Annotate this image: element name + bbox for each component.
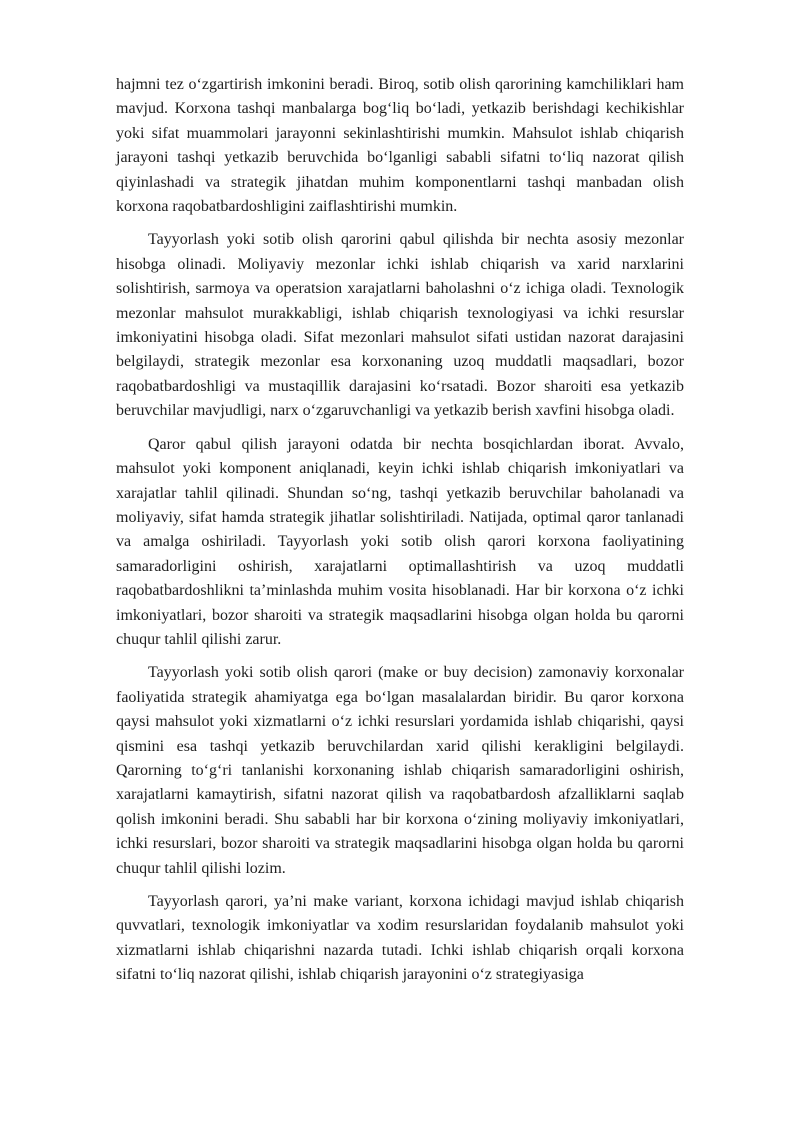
document-page <box>116 73 684 997</box>
paragraph-make-or-buy: Tayyorlash yoki sotib olish qarori (make or buy decision) zamonaviy korxonalar faoliyatida strategik ahamiyatga ega bo‘lgan masalalardan biridir. Bu qaror korxona qaysi mahsulot yoki xizmatlarni o‘z ichki resurslari yordamida ishlab chiqarishi, qaysi qismini esa tashqi yetkazib beruvchilardan xarid qilishi kerakligini belgilaydi. Qarorning to‘g‘ri tanlanishi korxonaning ishlab chiqarish samaradorligini oshirish, xarajatlarni kamaytirish, sifatni nazorat qilish va raqobatbardosh afzalliklarni saqlab qolish imkonini beradi. Shu sababli har bir korxona o‘zining moliyaviy imkoniyatlari, ichki resurslari, bozor sharoiti va strategik maqsadlarini hisobga olgan holda bu qarorni chuqur tahlil qilishi lozim. <box>116 664 684 877</box>
paragraph-criteria: Tayyorlash yoki sotib olish qarorini qabul qilishda bir nechta asosiy mezonlar hisobga olinadi. Moliyaviy mezonlar ichki ishlab chiqarish va xarid narxlarini solishtirish, sarmoya va operatsion xarajatlarni baholashni o‘z ichiga oladi. Texnologik mezonlar mahsulot murakkabligi, ishlab chiqarish texnologiyasi va ichki resurslar imkoniyatini hisobga oladi. Sifat mezonlari mahsulot sifati ustidan nazorat darajasini belgilaydi, strategik mezonlar esa korxonaning uzoq muddatli maqsadlari, bozor raqobatbardoshligi va mustaqillik darajasini ko‘rsatadi. Bozor sharoiti esa yetkazib beruvchilar mavjudligi, narx o‘zgaruvchanligi va yetkazib berish xavfini hisobga oladi. <box>116 231 684 420</box>
paragraph-make-variant: Tayyorlash qarori, ya’ni make variant, korxona ichidagi mavjud ishlab chiqarish quvvatlari, texnologik imkoniyatlar va xodim resurslaridan foydalanib mahsulot yoki xizmatlarni ishlab chiqarishni nazarda tutadi. Ichki ishlab chiqarish orqali korxona sifatni to‘liq nazorat qilishi, ishlab chiqarish jarayonini o‘z strategiyasiga <box>116 893 684 984</box>
paragraph-process: Qaror qabul qilish jarayoni odatda bir nechta bosqichlardan iborat. Avvalo, mahsulot yoki komponent aniqlanadi, keyin ichki ishlab chiqarish imkoniyatlari va xarajatlar tahlil qilinadi. Shundan so‘ng, tashqi yetkazib beruvchilar baholanadi va moliyaviy, sifat hamda strategik jihatlar solishtiriladi. Natijada, optimal qaror tanlanadi va amalga oshiriladi. Tayyorlash yoki sotib olish qarori korxona faoliyatining samaradorligini oshirish, xarajatlarni optimallashtirish va uzoq muddatli raqobatbardoshlikni ta’minlashda muhim vosita hisoblanadi. Har bir korxona o‘z ichki imkoniyatlari, bozor sharoiti va strategik maqsadlarini hisobga olgan holda bu qarorni chuqur tahlil qilishi zarur. <box>116 435 684 648</box>
paragraph-continuation: hajmni tez o‘zgartirish imkonini beradi. Biroq, sotib olish qarorining kamchiliklari ham mavjud. Korxona tashqi manbalarga bog‘liq bo‘ladi, yetkazib berishdagi kechikishlar yoki sifat muammolari jarayonni sekinlashtirishi mumkin. Mahsulot ishlab chiqarish jarayoni tashqi yetkazib beruvchida bo‘lganligi sababli sifatni to‘liq nazorat qilish qiyinlashadi va strategik jihatdan muhim komponentlarni tashqi manbadan olish korxona raqobatbardoshligini zaiflashtirishi mumkin. <box>116 76 684 216</box>
